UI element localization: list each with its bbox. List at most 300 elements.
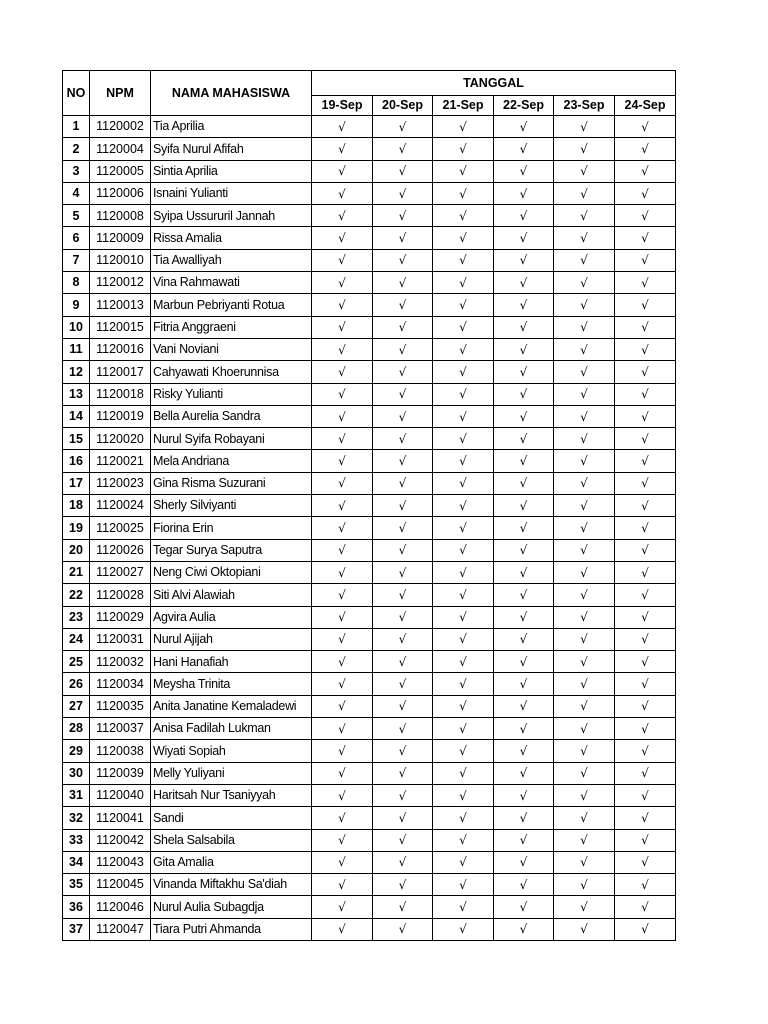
attendance-check: √ xyxy=(312,584,373,606)
row-number: 7 xyxy=(63,249,90,271)
attendance-check: √ xyxy=(615,182,676,204)
attendance-check: √ xyxy=(312,695,373,717)
student-npm: 1120016 xyxy=(90,338,151,360)
attendance-check: √ xyxy=(373,784,433,806)
attendance-check: √ xyxy=(615,584,676,606)
attendance-check: √ xyxy=(373,918,433,940)
attendance-check: √ xyxy=(554,896,615,918)
attendance-check: √ xyxy=(312,227,373,249)
student-npm: 1120002 xyxy=(90,116,151,138)
student-name: Cahyawati Khoerunnisa xyxy=(151,361,312,383)
attendance-check: √ xyxy=(312,116,373,138)
attendance-check: √ xyxy=(615,405,676,427)
student-name: Vani Noviani xyxy=(151,338,312,360)
attendance-check: √ xyxy=(615,338,676,360)
student-npm: 1120029 xyxy=(90,606,151,628)
student-name: Fitria Anggraeni xyxy=(151,316,312,338)
header-date: 22-Sep xyxy=(494,96,554,116)
attendance-check: √ xyxy=(494,584,554,606)
attendance-check: √ xyxy=(312,740,373,762)
attendance-check: √ xyxy=(312,651,373,673)
row-number: 10 xyxy=(63,316,90,338)
table-row xyxy=(63,160,676,182)
attendance-check: √ xyxy=(312,316,373,338)
table-row xyxy=(63,517,676,539)
attendance-check: √ xyxy=(615,718,676,740)
student-name: Isnaini Yulianti xyxy=(151,182,312,204)
attendance-check: √ xyxy=(312,896,373,918)
row-number: 24 xyxy=(63,628,90,650)
student-npm: 1120043 xyxy=(90,851,151,873)
attendance-check: √ xyxy=(615,874,676,896)
attendance-check: √ xyxy=(554,405,615,427)
attendance-check: √ xyxy=(494,851,554,873)
attendance-check: √ xyxy=(433,539,494,561)
attendance-check: √ xyxy=(373,651,433,673)
attendance-check: √ xyxy=(494,673,554,695)
attendance-check: √ xyxy=(554,450,615,472)
attendance-check: √ xyxy=(373,227,433,249)
header-no: NO xyxy=(63,71,90,116)
attendance-check: √ xyxy=(615,205,676,227)
attendance-check: √ xyxy=(312,361,373,383)
attendance-check: √ xyxy=(494,740,554,762)
attendance-check: √ xyxy=(494,651,554,673)
table-row xyxy=(63,316,676,338)
attendance-check: √ xyxy=(433,495,494,517)
attendance-check: √ xyxy=(312,784,373,806)
student-npm: 1120026 xyxy=(90,539,151,561)
row-number: 5 xyxy=(63,205,90,227)
student-name: Tegar Surya Saputra xyxy=(151,539,312,561)
attendance-check: √ xyxy=(554,628,615,650)
attendance-check: √ xyxy=(373,316,433,338)
student-npm: 1120037 xyxy=(90,718,151,740)
attendance-check: √ xyxy=(373,138,433,160)
student-name: Bella Aurelia Sandra xyxy=(151,405,312,427)
attendance-check: √ xyxy=(615,160,676,182)
attendance-check: √ xyxy=(494,294,554,316)
attendance-check: √ xyxy=(373,584,433,606)
attendance-check: √ xyxy=(373,762,433,784)
student-name: Sintia Aprilia xyxy=(151,160,312,182)
row-number: 34 xyxy=(63,851,90,873)
attendance-check: √ xyxy=(554,428,615,450)
header-date: 23-Sep xyxy=(554,96,615,116)
row-number: 32 xyxy=(63,807,90,829)
attendance-check: √ xyxy=(433,227,494,249)
student-name: Mela Andriana xyxy=(151,450,312,472)
student-name: Syipa Ussururil Jannah xyxy=(151,205,312,227)
attendance-check: √ xyxy=(312,383,373,405)
attendance-check: √ xyxy=(312,918,373,940)
student-npm: 1120019 xyxy=(90,405,151,427)
attendance-check: √ xyxy=(554,606,615,628)
student-npm: 1120020 xyxy=(90,428,151,450)
attendance-check: √ xyxy=(494,628,554,650)
table-row xyxy=(63,762,676,784)
attendance-check: √ xyxy=(494,539,554,561)
attendance-check: √ xyxy=(554,673,615,695)
attendance-check: √ xyxy=(373,182,433,204)
attendance-check: √ xyxy=(373,450,433,472)
row-number: 16 xyxy=(63,450,90,472)
row-number: 29 xyxy=(63,740,90,762)
row-number: 21 xyxy=(63,561,90,583)
attendance-check: √ xyxy=(554,829,615,851)
attendance-check: √ xyxy=(554,762,615,784)
attendance-check: √ xyxy=(433,294,494,316)
attendance-check: √ xyxy=(554,740,615,762)
attendance-check: √ xyxy=(312,628,373,650)
table-row xyxy=(63,829,676,851)
student-npm: 1120010 xyxy=(90,249,151,271)
attendance-check: √ xyxy=(373,405,433,427)
attendance-check: √ xyxy=(312,182,373,204)
student-name: Agvira Aulia xyxy=(151,606,312,628)
row-number: 14 xyxy=(63,405,90,427)
student-name: Sandi xyxy=(151,807,312,829)
student-npm: 1120040 xyxy=(90,784,151,806)
attendance-check: √ xyxy=(554,182,615,204)
table-row xyxy=(63,495,676,517)
attendance-check: √ xyxy=(494,249,554,271)
attendance-check: √ xyxy=(615,383,676,405)
attendance-check: √ xyxy=(373,718,433,740)
attendance-check: √ xyxy=(433,807,494,829)
attendance-check: √ xyxy=(615,628,676,650)
attendance-check: √ xyxy=(433,472,494,494)
attendance-check: √ xyxy=(433,584,494,606)
student-name: Shela Salsabila xyxy=(151,829,312,851)
student-npm: 1120006 xyxy=(90,182,151,204)
attendance-check: √ xyxy=(433,740,494,762)
attendance-check: √ xyxy=(554,874,615,896)
attendance-check: √ xyxy=(433,762,494,784)
student-npm: 1120021 xyxy=(90,450,151,472)
student-name: Nurul Syifa Robayani xyxy=(151,428,312,450)
attendance-check: √ xyxy=(494,116,554,138)
attendance-check: √ xyxy=(554,807,615,829)
attendance-check: √ xyxy=(554,383,615,405)
student-npm: 1120047 xyxy=(90,918,151,940)
attendance-check: √ xyxy=(494,428,554,450)
attendance-check: √ xyxy=(433,316,494,338)
row-number: 26 xyxy=(63,673,90,695)
table-row xyxy=(63,116,676,138)
attendance-check: √ xyxy=(312,249,373,271)
attendance-check: √ xyxy=(373,807,433,829)
attendance-check: √ xyxy=(554,338,615,360)
attendance-check: √ xyxy=(373,896,433,918)
student-npm: 1120012 xyxy=(90,272,151,294)
student-name: Hani Hanafiah xyxy=(151,651,312,673)
attendance-check: √ xyxy=(615,361,676,383)
attendance-check: √ xyxy=(433,182,494,204)
student-npm: 1120045 xyxy=(90,874,151,896)
attendance-check: √ xyxy=(615,918,676,940)
attendance-check: √ xyxy=(615,116,676,138)
student-npm: 1120005 xyxy=(90,160,151,182)
attendance-check: √ xyxy=(312,561,373,583)
attendance-check: √ xyxy=(433,517,494,539)
student-name: Risky Yulianti xyxy=(151,383,312,405)
attendance-check: √ xyxy=(373,428,433,450)
table-row xyxy=(63,383,676,405)
student-name: Meysha Trinita xyxy=(151,673,312,695)
row-number: 36 xyxy=(63,896,90,918)
attendance-check: √ xyxy=(312,851,373,873)
attendance-check: √ xyxy=(312,338,373,360)
attendance-check: √ xyxy=(373,695,433,717)
student-npm: 1120015 xyxy=(90,316,151,338)
student-name: Nurul Aulia Subagdja xyxy=(151,896,312,918)
student-name: Anita Janatine Kemaladewi xyxy=(151,695,312,717)
attendance-check: √ xyxy=(554,718,615,740)
header-date: 20-Sep xyxy=(373,96,433,116)
table-row xyxy=(63,272,676,294)
table-row xyxy=(63,361,676,383)
attendance-check: √ xyxy=(494,807,554,829)
attendance-check: √ xyxy=(494,918,554,940)
attendance-check: √ xyxy=(554,495,615,517)
attendance-check: √ xyxy=(433,383,494,405)
attendance-check: √ xyxy=(373,851,433,873)
attendance-check: √ xyxy=(554,561,615,583)
attendance-check: √ xyxy=(433,718,494,740)
attendance-check: √ xyxy=(433,628,494,650)
attendance-check: √ xyxy=(312,138,373,160)
student-npm: 1120009 xyxy=(90,227,151,249)
table-row xyxy=(63,874,676,896)
student-name: Vina Rahmawati xyxy=(151,272,312,294)
attendance-check: √ xyxy=(312,606,373,628)
attendance-check: √ xyxy=(615,495,676,517)
table-row xyxy=(63,718,676,740)
attendance-check: √ xyxy=(554,918,615,940)
attendance-check: √ xyxy=(433,606,494,628)
student-npm: 1120023 xyxy=(90,472,151,494)
table-row xyxy=(63,561,676,583)
student-npm: 1120004 xyxy=(90,138,151,160)
student-name: Sherly Silviyanti xyxy=(151,495,312,517)
student-name: Wiyati Sopiah xyxy=(151,740,312,762)
header-date: 24-Sep xyxy=(615,96,676,116)
attendance-check: √ xyxy=(433,651,494,673)
attendance-check: √ xyxy=(433,450,494,472)
student-name: Siti Alvi Alawiah xyxy=(151,584,312,606)
attendance-check: √ xyxy=(433,829,494,851)
row-number: 17 xyxy=(63,472,90,494)
student-name: Syifa Nurul Afifah xyxy=(151,138,312,160)
attendance-check: √ xyxy=(615,740,676,762)
row-number: 33 xyxy=(63,829,90,851)
attendance-check: √ xyxy=(373,472,433,494)
attendance-check: √ xyxy=(615,517,676,539)
attendance-check: √ xyxy=(312,405,373,427)
attendance-check: √ xyxy=(312,874,373,896)
student-npm: 1120034 xyxy=(90,673,151,695)
student-npm: 1120024 xyxy=(90,495,151,517)
attendance-check: √ xyxy=(373,205,433,227)
attendance-check: √ xyxy=(615,539,676,561)
attendance-check: √ xyxy=(615,896,676,918)
attendance-check: √ xyxy=(373,561,433,583)
attendance-check: √ xyxy=(494,695,554,717)
attendance-check: √ xyxy=(494,495,554,517)
attendance-check: √ xyxy=(312,472,373,494)
attendance-check: √ xyxy=(312,718,373,740)
row-number: 3 xyxy=(63,160,90,182)
row-number: 19 xyxy=(63,517,90,539)
attendance-check: √ xyxy=(373,272,433,294)
attendance-check: √ xyxy=(615,272,676,294)
row-number: 37 xyxy=(63,918,90,940)
student-npm: 1120035 xyxy=(90,695,151,717)
attendance-check: √ xyxy=(373,495,433,517)
student-name: Gina Risma Suzurani xyxy=(151,472,312,494)
student-npm: 1120042 xyxy=(90,829,151,851)
student-name: Tiara Putri Ahmanda xyxy=(151,918,312,940)
table-row xyxy=(63,338,676,360)
student-npm: 1120038 xyxy=(90,740,151,762)
attendance-check: √ xyxy=(494,227,554,249)
header-npm: NPM xyxy=(90,71,151,116)
attendance-check: √ xyxy=(494,829,554,851)
student-name: Anisa Fadilah Lukman xyxy=(151,718,312,740)
attendance-check: √ xyxy=(433,272,494,294)
table-row xyxy=(63,628,676,650)
attendance-check: √ xyxy=(494,338,554,360)
table-row xyxy=(63,896,676,918)
header-date: 19-Sep xyxy=(312,96,373,116)
student-npm: 1120017 xyxy=(90,361,151,383)
student-name: Melly Yuliyani xyxy=(151,762,312,784)
attendance-check: √ xyxy=(554,539,615,561)
attendance-check: √ xyxy=(615,316,676,338)
row-number: 12 xyxy=(63,361,90,383)
attendance-check: √ xyxy=(494,762,554,784)
header-nama: NAMA MAHASISWA xyxy=(151,71,312,116)
attendance-check: √ xyxy=(373,517,433,539)
table-row xyxy=(63,918,676,940)
attendance-check: √ xyxy=(433,784,494,806)
table-row xyxy=(63,807,676,829)
attendance-check: √ xyxy=(433,918,494,940)
attendance-check: √ xyxy=(312,272,373,294)
table-row xyxy=(63,450,676,472)
attendance-check: √ xyxy=(433,116,494,138)
table-row xyxy=(63,205,676,227)
table-header xyxy=(63,71,676,116)
table-row xyxy=(63,472,676,494)
student-name: Marbun Pebriyanti Rotua xyxy=(151,294,312,316)
attendance-check: √ xyxy=(554,784,615,806)
table-row xyxy=(63,539,676,561)
table-row xyxy=(63,740,676,762)
attendance-check: √ xyxy=(433,338,494,360)
table-row xyxy=(63,249,676,271)
attendance-check: √ xyxy=(494,138,554,160)
row-number: 22 xyxy=(63,584,90,606)
attendance-check: √ xyxy=(373,829,433,851)
attendance-check: √ xyxy=(433,249,494,271)
attendance-check: √ xyxy=(554,249,615,271)
attendance-check: √ xyxy=(373,673,433,695)
student-npm: 1120013 xyxy=(90,294,151,316)
row-number: 9 xyxy=(63,294,90,316)
attendance-check: √ xyxy=(615,428,676,450)
attendance-check: √ xyxy=(373,361,433,383)
attendance-check: √ xyxy=(312,428,373,450)
table-row xyxy=(63,695,676,717)
attendance-check: √ xyxy=(494,205,554,227)
attendance-check: √ xyxy=(373,740,433,762)
attendance-check: √ xyxy=(312,829,373,851)
student-npm: 1120032 xyxy=(90,651,151,673)
attendance-check: √ xyxy=(615,472,676,494)
table-row xyxy=(63,584,676,606)
student-name: Nurul Ajijah xyxy=(151,628,312,650)
attendance-check: √ xyxy=(433,673,494,695)
attendance-check: √ xyxy=(373,628,433,650)
student-npm: 1120028 xyxy=(90,584,151,606)
attendance-check: √ xyxy=(433,205,494,227)
student-npm: 1120025 xyxy=(90,517,151,539)
table-row xyxy=(63,784,676,806)
attendance-check: √ xyxy=(554,472,615,494)
attendance-check: √ xyxy=(494,874,554,896)
student-name: Fiorina Erin xyxy=(151,517,312,539)
row-number: 30 xyxy=(63,762,90,784)
header-date: 21-Sep xyxy=(433,96,494,116)
attendance-check: √ xyxy=(312,450,373,472)
attendance-check: √ xyxy=(615,695,676,717)
attendance-check: √ xyxy=(312,517,373,539)
attendance-check: √ xyxy=(615,851,676,873)
table-row xyxy=(63,294,676,316)
row-number: 31 xyxy=(63,784,90,806)
table-row xyxy=(63,182,676,204)
attendance-check: √ xyxy=(433,561,494,583)
attendance-check: √ xyxy=(312,539,373,561)
row-number: 23 xyxy=(63,606,90,628)
attendance-check: √ xyxy=(554,294,615,316)
attendance-check: √ xyxy=(373,338,433,360)
attendance-check: √ xyxy=(433,138,494,160)
attendance-check: √ xyxy=(554,160,615,182)
attendance-check: √ xyxy=(312,673,373,695)
attendance-check: √ xyxy=(615,829,676,851)
attendance-check: √ xyxy=(373,606,433,628)
attendance-check: √ xyxy=(494,361,554,383)
row-number: 27 xyxy=(63,695,90,717)
table-body xyxy=(63,116,676,941)
row-number: 35 xyxy=(63,874,90,896)
attendance-check: √ xyxy=(494,784,554,806)
attendance-table xyxy=(62,70,676,941)
attendance-check: √ xyxy=(615,138,676,160)
attendance-check: √ xyxy=(615,561,676,583)
table-row xyxy=(63,606,676,628)
row-number: 18 xyxy=(63,495,90,517)
attendance-check: √ xyxy=(312,762,373,784)
student-name: Tia Aprilia xyxy=(151,116,312,138)
table-row xyxy=(63,428,676,450)
attendance-check: √ xyxy=(433,361,494,383)
attendance-check: √ xyxy=(615,784,676,806)
student-npm: 1120039 xyxy=(90,762,151,784)
